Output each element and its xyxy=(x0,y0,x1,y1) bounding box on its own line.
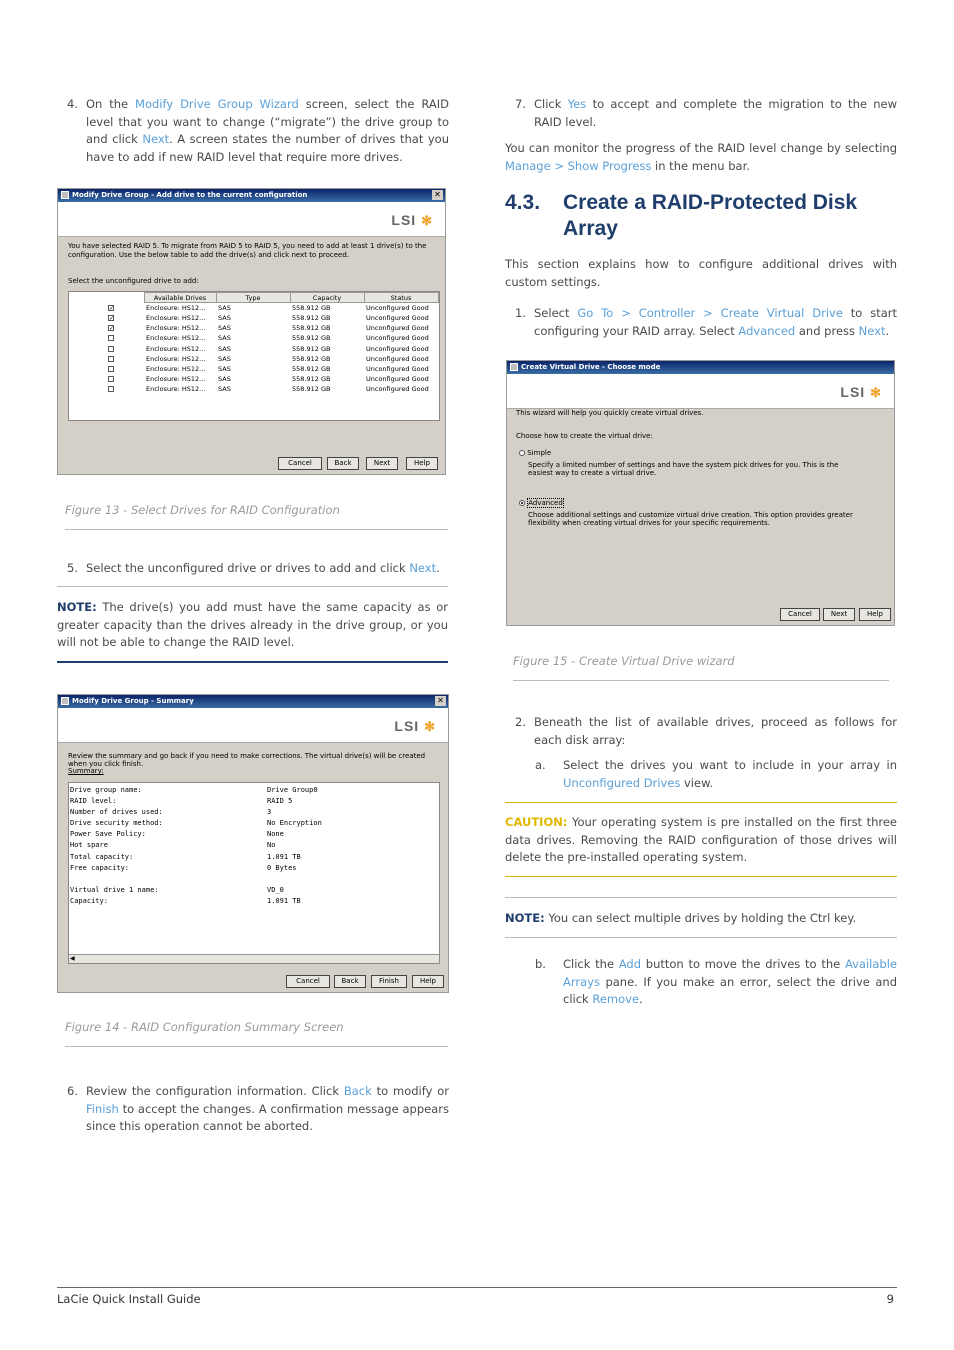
drive-capacity: 558.912 GB xyxy=(292,324,331,333)
drive-row[interactable] xyxy=(69,364,438,374)
drive-status: Unconfigured Good xyxy=(366,313,429,322)
col-capacity[interactable]: Capacity xyxy=(290,293,364,303)
dialog-header xyxy=(58,202,445,237)
drive-capacity: 558.912 GB xyxy=(292,344,331,353)
lsi-logo: LSI ✻ xyxy=(391,212,433,228)
summary-key: RAID level: xyxy=(70,797,117,806)
summary-key: Free capacity: xyxy=(70,863,130,872)
remove-link[interactable]: Remove xyxy=(592,992,640,1006)
dialog-message: You have selected RAID 5. To migrate from RAID 5 to RAID 5, you need to add at least 1 drive(s) to the configuration. Use the below table to add the drive(s) and click next to proceed. xyxy=(68,242,427,259)
choose-mode-dialog xyxy=(506,360,895,626)
monitor-progress-text: You can monitor the progress of the RAID level change by selecting Manage > Show Progress in the menu bar. xyxy=(505,141,897,173)
next-button[interactable]: Next xyxy=(366,457,398,470)
drive-checkbox[interactable] xyxy=(108,356,114,362)
summary-value: 1.091 TB xyxy=(267,896,301,905)
drive-checkbox[interactable] xyxy=(108,386,114,392)
manage-show-progress-link[interactable]: Manage > Show Progress xyxy=(505,158,652,173)
next-link[interactable]: Next xyxy=(409,561,437,575)
finish-button[interactable]: Finish xyxy=(371,975,407,988)
next-link[interactable]: Next xyxy=(142,132,170,146)
drive-type: SAS xyxy=(218,344,231,353)
summary-value: 1.091 TB xyxy=(267,852,301,861)
summary-key: Number of drives used: xyxy=(70,808,163,817)
available-arrays-link[interactable]: Available Arrays xyxy=(563,957,897,989)
drive-status: Unconfigured Good xyxy=(366,334,429,343)
summary-key: Hot spare xyxy=(70,841,108,850)
note-bottom-rule xyxy=(57,661,448,663)
drive-checkbox[interactable]: ✓ xyxy=(109,325,115,333)
drive-type: SAS xyxy=(218,304,231,313)
drive-capacity: 558.912 GB xyxy=(292,385,331,394)
step-1: 1. Select Go To > Controller > Create Virtual Drive to start configuring your RAID array. Select Advanced and press Next. xyxy=(515,306,898,338)
drive-capacity: 558.912 GB xyxy=(292,313,331,322)
drive-status: Unconfigured Good xyxy=(366,385,429,394)
divider xyxy=(65,1046,448,1047)
summary-value: VD_0 xyxy=(267,885,284,894)
drives-table xyxy=(68,291,440,421)
summary-row xyxy=(70,863,438,874)
summary-key: Virtual drive 1 name: xyxy=(70,885,159,894)
drive-checkbox[interactable]: ✓ xyxy=(109,304,115,312)
summary-value: No xyxy=(267,841,276,850)
note-top-rule xyxy=(505,897,897,898)
summary-list xyxy=(69,783,439,909)
step-6: 6. Review the configuration information. Click Back to modify or Finish to accept the changes. A confirmation message appears since this operation cannot be aborted. xyxy=(67,1084,449,1133)
advanced-link[interactable]: Advanced xyxy=(738,323,796,338)
note-drive-capacity: NOTE: The drive(s) you add must have the same capacity as or greater capacity than the drives already in the drive group, or you will not be able to change the RAID level. xyxy=(57,600,448,649)
summary-key: Total capacity: xyxy=(70,852,134,861)
app-icon xyxy=(61,191,69,199)
back-button[interactable]: Back xyxy=(327,457,359,470)
section-intro: This section explains how to configure additional drives with custom settings. xyxy=(505,257,897,289)
advanced-description: Choose additional settings and customize virtual drive creation. This option provides greater flexibility when creating virtual drives for your specific requirements. xyxy=(528,511,853,527)
summary-box xyxy=(68,782,440,964)
col-available-drives[interactable]: Available Drives xyxy=(144,293,216,303)
summary-row xyxy=(70,885,438,896)
choose-label: Choose how to create the virtual drive: xyxy=(516,432,653,440)
drive-checkbox[interactable] xyxy=(108,376,114,382)
summary-row xyxy=(70,840,438,851)
app-icon xyxy=(61,697,69,705)
drive-status: Unconfigured Good xyxy=(366,364,429,373)
drive-type: SAS xyxy=(218,385,231,394)
drive-name: Enclosure: HS12... xyxy=(146,385,206,394)
summary-row xyxy=(70,785,438,796)
summary-value: RAID 5 xyxy=(267,797,293,806)
finish-link[interactable]: Finish xyxy=(86,1101,119,1116)
simple-option[interactable]: Simple xyxy=(519,449,551,457)
caution-bottom-rule xyxy=(505,876,897,877)
drive-type: SAS xyxy=(218,354,231,363)
note-bottom-rule xyxy=(505,937,897,938)
horizontal-scrollbar[interactable] xyxy=(69,954,439,963)
drive-row[interactable] xyxy=(69,313,438,323)
note-ctrl-key: NOTE: You can select multiple drives by holding the Ctrl key. xyxy=(505,911,857,925)
drive-name: Enclosure: HS12... xyxy=(146,375,206,384)
step-7: 7. Click Yes to accept and complete the migration to the new RAID level. xyxy=(515,97,897,129)
step-2b: b. Click the Add button to move the drives to the Available Arrays pane. If you make an error, select the drive and click Remove. xyxy=(535,957,897,1006)
summary-value: 3 xyxy=(267,808,272,817)
summary-key: Capacity: xyxy=(70,896,108,905)
drive-capacity: 558.912 GB xyxy=(292,364,331,373)
drive-name: Enclosure: HS12... xyxy=(146,354,206,363)
dialog-title-bar: Modify Drive Group - Add drive to the current configuration ✕ xyxy=(58,189,445,202)
summary-row xyxy=(70,896,438,907)
dialog-title-bar: Modify Drive Group - Summary ✕ xyxy=(58,695,448,708)
cancel-button[interactable]: Cancel xyxy=(780,608,820,621)
summary-row xyxy=(70,807,438,818)
close-icon[interactable]: ✕ xyxy=(435,696,446,706)
caution-os-preinstalled: CAUTION: Your operating system is pre installed on the first three data drives. Removing the RAID configuration of those drives will delete the pre-installed operating system. xyxy=(505,815,897,864)
drive-checkbox[interactable]: ✓ xyxy=(109,314,115,322)
figure-13-caption: Figure 13 - Select Drives for RAID Configuration xyxy=(65,503,340,517)
help-button[interactable]: Help xyxy=(859,608,891,621)
next-button[interactable]: Next xyxy=(823,608,855,621)
drive-name: Enclosure: HS12... xyxy=(146,364,206,373)
figure-14-caption: Figure 14 - RAID Configuration Summary Screen xyxy=(65,1020,344,1034)
drive-type: SAS xyxy=(218,364,231,373)
drive-name: Enclosure: HS12... xyxy=(146,344,206,353)
summary-value: None xyxy=(267,830,284,839)
drive-type: SAS xyxy=(218,375,231,384)
drive-type: SAS xyxy=(218,313,231,322)
summary-key: Drive security method: xyxy=(70,819,163,828)
select-label: Select the unconfigured drive to add: xyxy=(68,277,199,285)
summary-label: Summary: xyxy=(68,767,104,775)
drives-grid xyxy=(69,292,439,394)
modify-drive-group-wizard-link[interactable]: Modify Drive Group Wizard xyxy=(135,97,299,111)
drive-name: Enclosure: HS12... xyxy=(146,334,206,343)
unconfigured-drives-link[interactable]: Unconfigured Drives xyxy=(563,775,681,790)
drive-row[interactable] xyxy=(69,323,438,333)
yes-link[interactable]: Yes xyxy=(567,97,587,111)
back-button[interactable]: Back xyxy=(334,975,366,988)
drive-name: Enclosure: HS12... xyxy=(146,313,206,322)
lsi-logo: LSI ✻ xyxy=(394,718,436,734)
simple-description: Specify a limited number of settings and have the system pick drives for you. This is the easiest way to create a virtual drive. xyxy=(528,461,839,477)
footer-title: LaCie Quick Install Guide xyxy=(57,1292,201,1306)
add-drive-dialog xyxy=(57,188,446,475)
help-button[interactable]: Help xyxy=(412,975,444,988)
divider xyxy=(65,529,448,530)
divider xyxy=(513,680,889,681)
drive-checkbox[interactable] xyxy=(108,346,114,352)
simple-radio[interactable] xyxy=(519,450,525,456)
drive-row[interactable] xyxy=(69,354,438,364)
summary-key: Power Save Policy: xyxy=(70,830,146,839)
drive-type: SAS xyxy=(218,324,231,333)
note-top-rule xyxy=(57,586,448,587)
drive-status: Unconfigured Good xyxy=(366,375,429,384)
drive-name: Enclosure: HS12... xyxy=(146,324,206,333)
summary-row xyxy=(70,829,438,840)
help-button[interactable]: Help xyxy=(406,457,438,470)
drive-row[interactable] xyxy=(69,333,438,343)
step-2: 2. Beneath the list of available drives, proceed as follows for each disk array: xyxy=(515,715,897,747)
create-virtual-drive-link[interactable]: Go To > Controller > Create Virtual Drive xyxy=(577,306,843,320)
drive-capacity: 558.912 GB xyxy=(292,375,331,384)
drive-status: Unconfigured Good xyxy=(366,354,429,363)
dialog-title-bar: Create Virtual Drive - Choose mode xyxy=(507,361,894,374)
wizard-message: This wizard will help you quickly create virtual drives. xyxy=(516,409,704,417)
summary-row xyxy=(70,874,438,885)
footer-rule xyxy=(57,1287,897,1288)
dialog-header xyxy=(507,374,894,409)
cancel-button[interactable]: Cancel xyxy=(278,457,322,470)
next-link[interactable]: Next xyxy=(858,323,886,338)
drive-row[interactable] xyxy=(69,343,438,353)
drive-name: Enclosure: HS12... xyxy=(146,304,206,313)
advanced-radio[interactable] xyxy=(519,500,525,506)
summary-value: 0 Bytes xyxy=(267,863,297,872)
drive-capacity: 558.912 GB xyxy=(292,304,331,313)
drive-row[interactable] xyxy=(69,384,438,394)
step-5: 5. Select the unconfigured drive or drives to add and click Next. xyxy=(67,561,440,575)
summary-value: No Encryption xyxy=(267,819,322,828)
summary-value: Drive Group0 xyxy=(267,786,318,794)
cancel-button[interactable]: Cancel xyxy=(286,975,330,988)
summary-row xyxy=(70,852,438,863)
advanced-option[interactable]: Advanced xyxy=(519,499,564,507)
drive-checkbox[interactable] xyxy=(108,335,114,341)
col-status[interactable]: Status xyxy=(364,293,438,303)
drive-checkbox[interactable] xyxy=(108,366,114,372)
drive-capacity: 558.912 GB xyxy=(292,354,331,363)
drive-row[interactable] xyxy=(69,374,438,384)
drive-status: Unconfigured Good xyxy=(366,344,429,353)
summary-dialog xyxy=(57,694,449,993)
caution-top-rule xyxy=(505,802,897,803)
step-4: 4. On the Modify Drive Group Wizard screen, select the RAID level that you want to change (“migrate”) the drive group to and click Next. A screen states the number of drives that you have to add if new RAID level that require more drives. xyxy=(67,97,450,164)
drive-status: Unconfigured Good xyxy=(366,304,429,313)
col-type[interactable]: Type xyxy=(216,293,290,303)
summary-key: Drive group name: xyxy=(70,786,142,794)
dialog-header xyxy=(58,708,448,743)
add-link[interactable]: Add xyxy=(618,957,642,971)
app-icon xyxy=(510,363,518,371)
section-heading: 4.3. Create a RAID-Protected Disk Array xyxy=(505,191,858,240)
dialog-message: Review the summary and go back if you need to make corrections. The virtual drive(s) will be created when you click finish. xyxy=(68,752,426,768)
drive-capacity: 558.912 GB xyxy=(292,334,331,343)
drive-status: Unconfigured Good xyxy=(366,324,429,333)
drive-row[interactable] xyxy=(69,303,438,313)
summary-row xyxy=(70,818,438,829)
close-icon[interactable]: ✕ xyxy=(432,190,443,200)
drive-type: SAS xyxy=(218,334,231,343)
step-2a: a. Select the drives you want to include in your array in Unconfigured Drives view. xyxy=(535,758,897,790)
summary-row xyxy=(70,796,438,807)
lsi-logo: LSI ✻ xyxy=(840,384,882,400)
figure-15-caption: Figure 15 - Create Virtual Drive wizard xyxy=(513,654,735,668)
back-link[interactable]: Back xyxy=(343,1084,372,1098)
scroll-left-icon[interactable]: ◀ xyxy=(70,955,75,962)
page-number: 9 xyxy=(886,1292,894,1306)
